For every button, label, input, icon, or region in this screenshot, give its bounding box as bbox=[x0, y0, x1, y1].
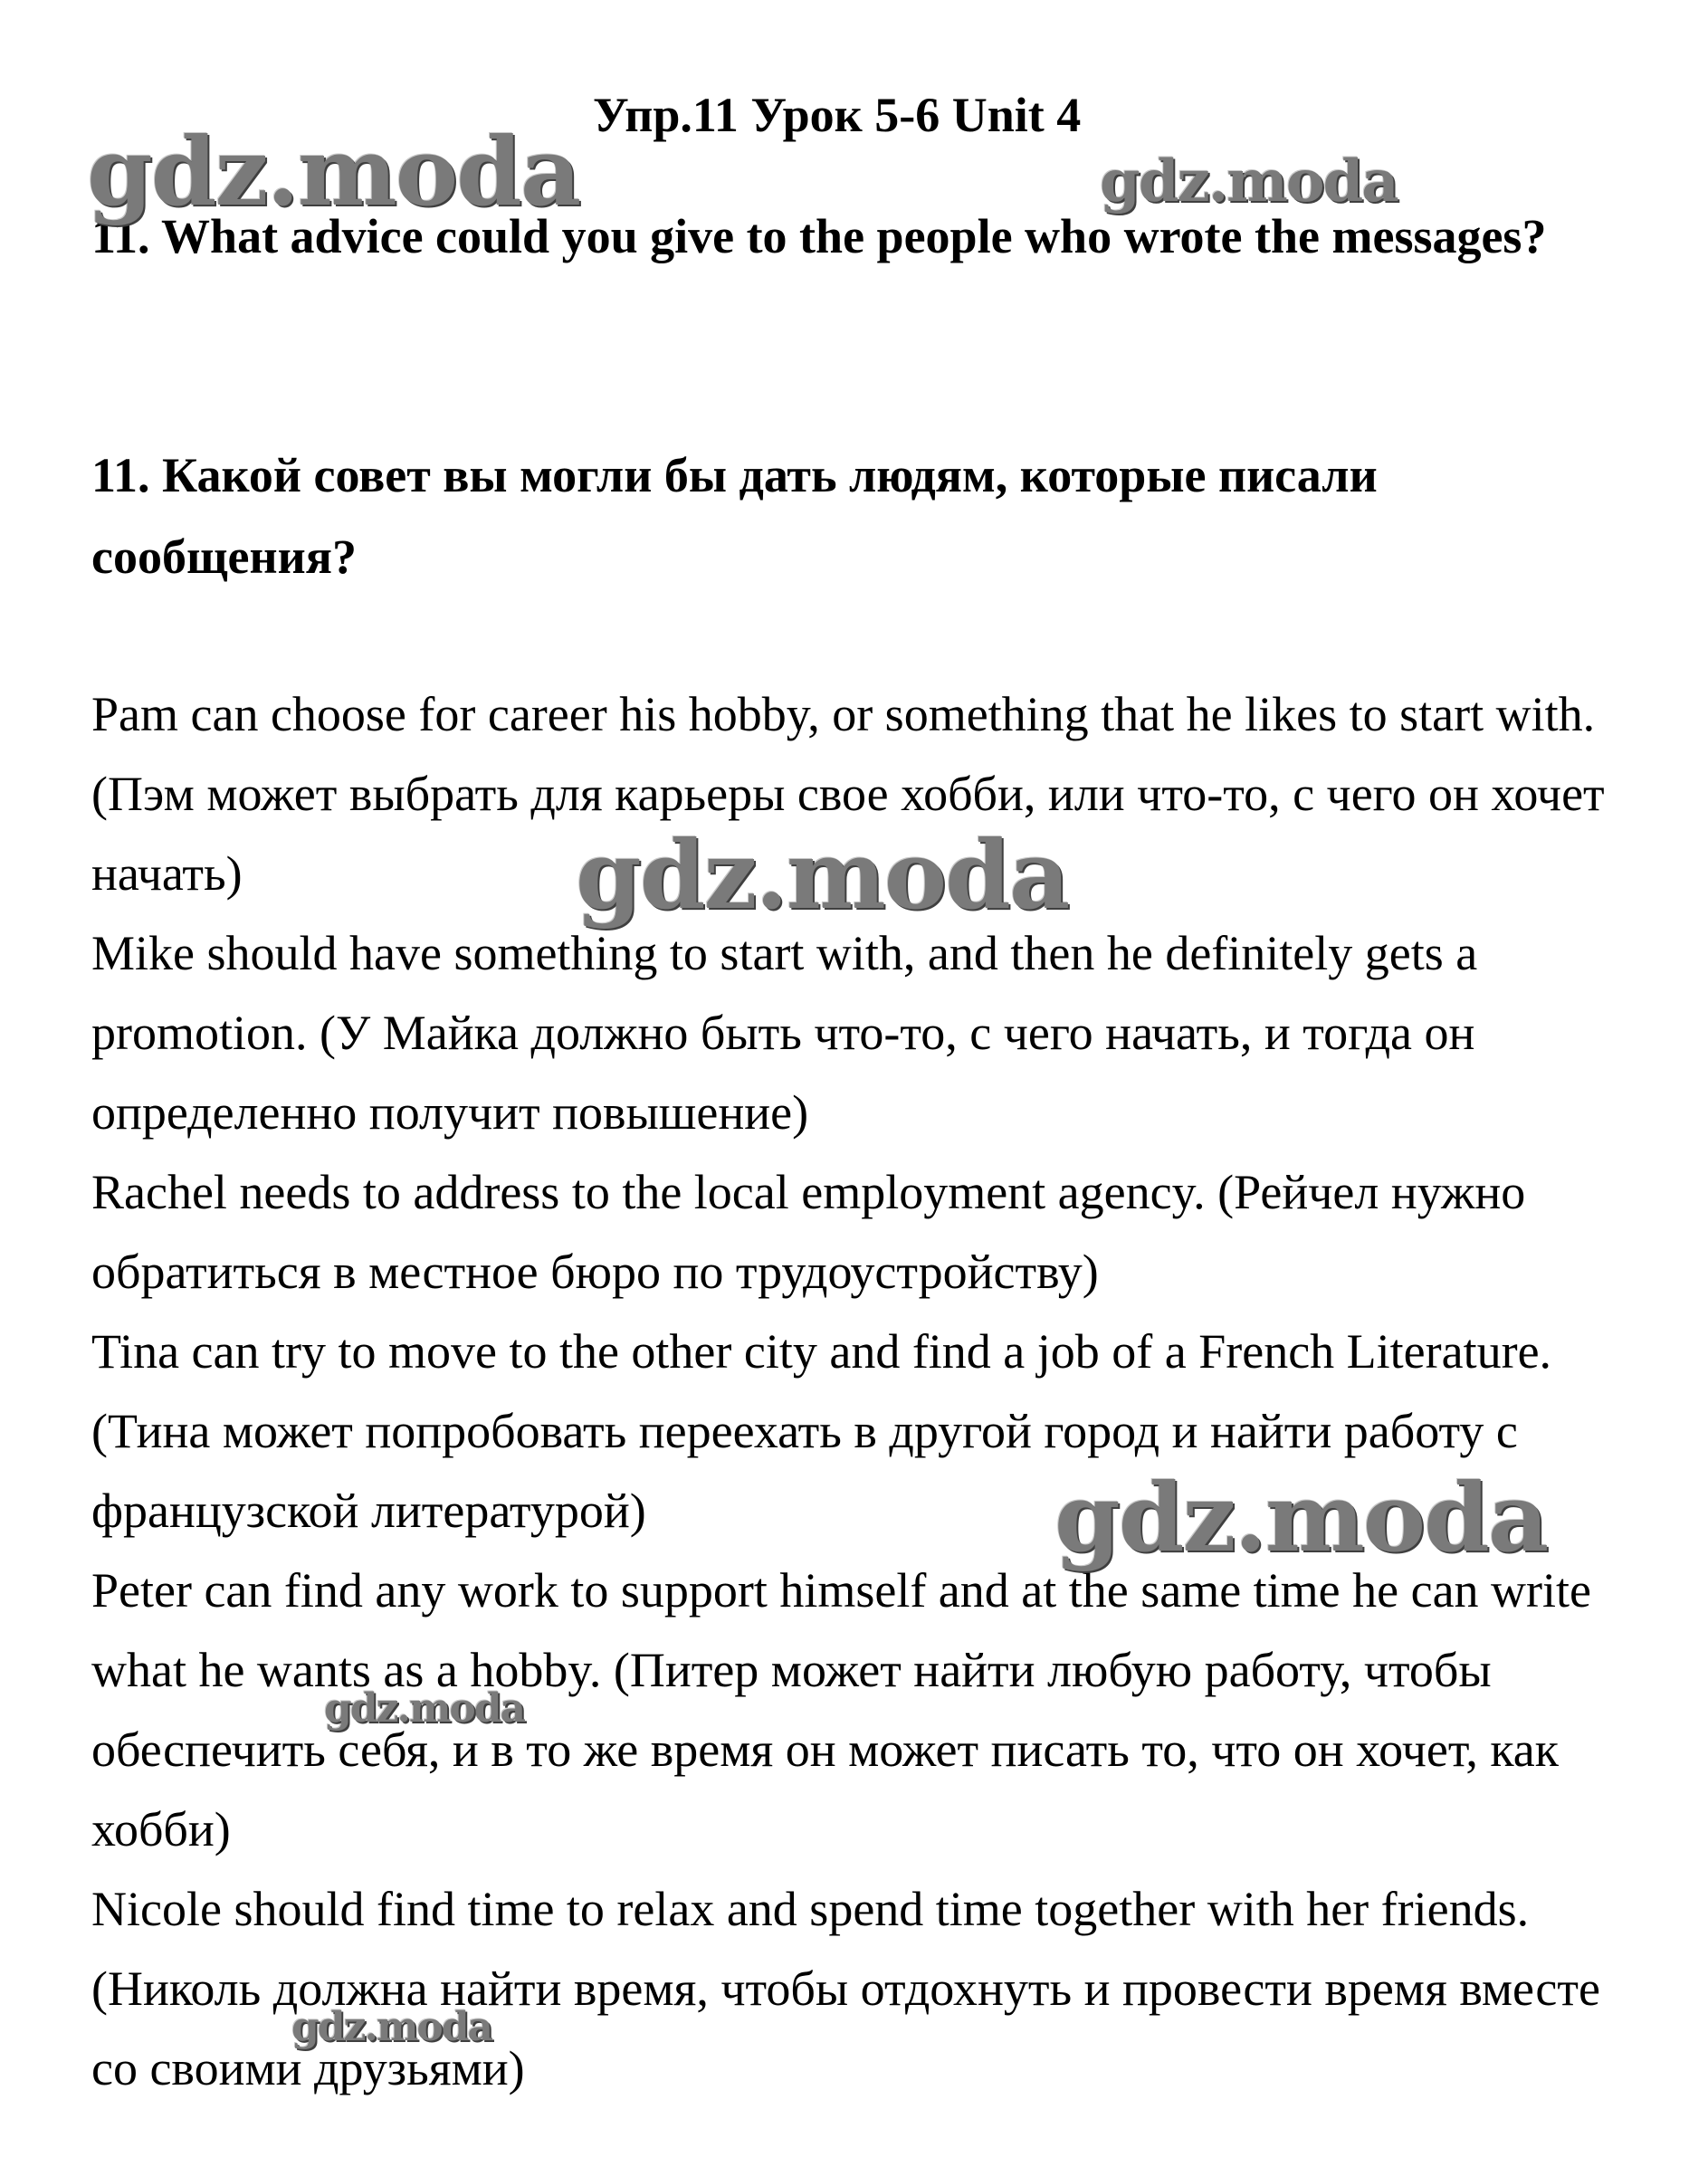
answer-rachel: Rachel needs to address to the local employment agency. (Рейчел нужно обратиться в местное бюро по трудоустройству) bbox=[91, 1165, 1526, 1299]
watermark-logo: gdz.moda bbox=[291, 2004, 492, 2050]
page-title: Упр.11 Урок 5-6 Unit 4 bbox=[593, 88, 1082, 142]
question-russian: 11. Какой совет вы могли бы дать людям, которые писали сообщения? bbox=[91, 448, 1378, 584]
answer-peter: Peter can find any work to support himself and at the same time he can write what he wants as a hobby. (Питер может найти любую работу, чтобы обеспечить себя, и в то же время он может писать то, что он хочет, как хобби) bbox=[91, 1563, 1591, 1856]
answer-pam: Pam can choose for career his hobby, or something that he likes to start with. (Пэм может выбрать для карьеры свое хобби, или что-то, с чего он хочет начать) bbox=[91, 687, 1605, 901]
answer-mike: Mike should have something to start with, and then he definitely gets a promotion. (У Майка должно быть что-то, с чего начать, и тогда он определенно получит повышение) bbox=[91, 926, 1478, 1140]
question-english: 11. What advice could you give to the people who wrote the messages? bbox=[91, 209, 1547, 263]
watermark-logo: gdz.moda bbox=[324, 1685, 525, 1732]
watermark-logo: gdz.moda bbox=[87, 116, 580, 227]
watermark-logo: gdz.moda bbox=[1100, 148, 1398, 215]
watermark-logo: gdz.moda bbox=[576, 819, 1069, 931]
watermark-logo: gdz.moda bbox=[1054, 1462, 1548, 1573]
answer-nicole: Nicole should find time to relax and spend time together with her friends. (Николь должна найти время, чтобы отдохнуть и провести время вместе со своими друзьями) bbox=[91, 1882, 1600, 2095]
answers-block bbox=[91, 674, 1630, 2108]
answer-tina: Tina can try to move to the other city and find a job of a French Literature. (Тина может попробовать переехать в другой город и найти работу с французской литературой) bbox=[91, 1324, 1552, 1538]
